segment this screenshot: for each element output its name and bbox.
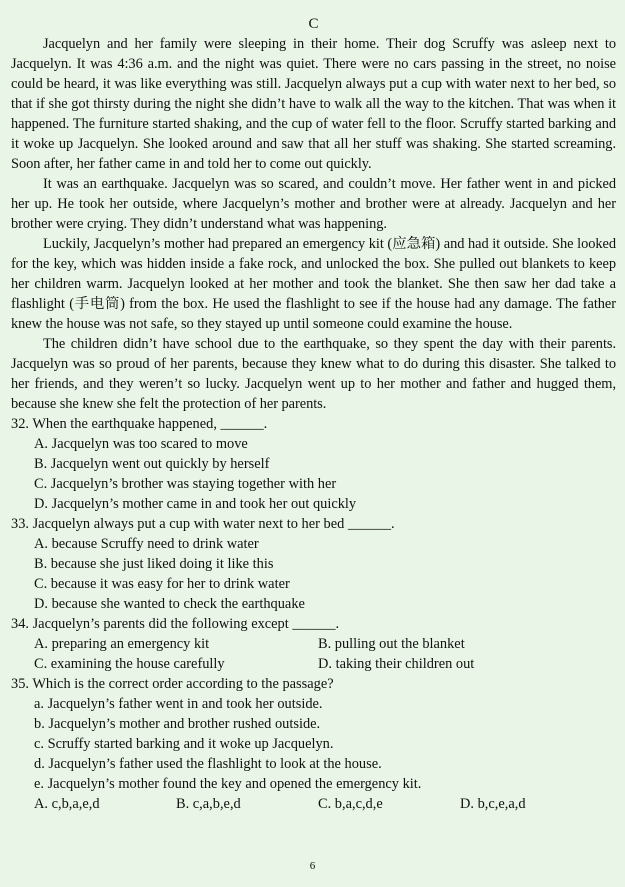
event-d: d. Jacquelyn’s father used the flashlight to look at the house. xyxy=(34,756,382,772)
page-number: 6 xyxy=(309,860,316,872)
option-c: C. because it was easy for her to drink water xyxy=(34,576,290,592)
passage-paragraph-1: Jacquelyn and her family were sleeping in their home. Their dog Scruffy was asleep next to Jacquelyn. It was 4:36 a.m. and the night was quiet. There were no cars passing in the street, no noise could be heard, it was like everything was still. Jacquelyn always put a cup with water next to her bed, so that if she got thirsty during the night she didn’t have to walk all the way to the kitchen. That was when it happened. The furniture started shaking, and the cup of water fell to the floor. Scruffy started barking and it woke up Jacquelyn. She looked around and saw that all her stuff was shaking. She started screaming. Soon after, her father came in and told her to come out quickly. xyxy=(11,36,616,172)
question-35 xyxy=(11,674,616,814)
option-d: D. b,c,e,a,d xyxy=(460,796,526,812)
option-a: A. preparing an emergency kit xyxy=(34,636,210,652)
question-32 xyxy=(11,414,616,514)
event-b: b. Jacquelyn’s mother and brother rushed outside. xyxy=(34,716,321,732)
option-b: B. Jacquelyn went out quickly by herself xyxy=(34,456,270,472)
question-34 xyxy=(11,614,616,674)
option-a: A. Jacquelyn was too scared to move xyxy=(34,436,248,452)
option-b: B. because she just liked doing it like this xyxy=(34,556,274,572)
question-stem: 32. When the earthquake happened, ______. xyxy=(11,416,268,432)
options-row xyxy=(34,794,616,814)
option-c: C. Jacquelyn’s brother was staying together with her xyxy=(34,476,337,492)
question-stem: 35. Which is the correct order according to the passage? xyxy=(11,676,334,692)
options-row-1 xyxy=(34,634,616,654)
option-b: B. pulling out the blanket xyxy=(318,636,465,652)
passage-paragraph-2: It was an earthquake. Jacquelyn was so scared, and couldn’t move. Her father went in and picked her up. He took her outside, where Jacquelyn’s mother and brother were at already. Jacquelyn and her brother were crying. They didn’t understand what was happening. xyxy=(11,176,616,232)
question-stem: 34. Jacquelyn’s parents did the following except ______. xyxy=(11,616,340,632)
event-e: e. Jacquelyn’s mother found the key and opened the emergency kit. xyxy=(34,776,422,792)
passage-paragraph-4: The children didn’t have school due to the earthquake, so they spent the day with their parents. Jacquelyn was so proud of her parents, because they knew what to do during this disaster. She talked to her friends, and they weren’t so lucky. Jacquelyn went up to her mother and father and hugged them, because she knew she felt the protection of her parents. xyxy=(11,336,616,412)
event-c: c. Scruffy started barking and it woke up Jacquelyn. xyxy=(34,736,334,752)
passage-paragraph-3: Luckily, Jacquelyn’s mother had prepared an emergency kit (应急箱) and had it outside. She looked for the key, which was hidden inside a fake rock, and unlocked the box. She pulled out blankets to keep her children warm. Jacquelyn looked at her mother and took the blanket. She then saw her dad take a flashlight (手电筒) from the box. He used the flashlight to see if the house had any damage. The father knew the house was not safe, so they stayed up until someone could examine the house. xyxy=(11,236,616,332)
option-d: D. because she wanted to check the earthquake xyxy=(34,596,305,612)
reading-passage xyxy=(11,34,616,414)
option-a: A. c,b,a,e,d xyxy=(34,796,100,812)
option-c: C. b,a,c,d,e xyxy=(318,796,383,812)
question-33 xyxy=(11,514,616,614)
question-stem: 33. Jacquelyn always put a cup with water next to her bed ______. xyxy=(11,516,395,532)
event-a: a. Jacquelyn’s father went in and took her outside. xyxy=(34,696,323,712)
option-a: A. because Scruffy need to drink water xyxy=(34,536,259,552)
option-b: B. c,a,b,e,d xyxy=(176,796,241,812)
option-c: C. examining the house carefully xyxy=(34,656,225,672)
section-heading: C xyxy=(308,16,319,32)
option-d: D. taking their children out xyxy=(318,656,475,672)
options-row-2 xyxy=(34,654,616,674)
option-d: D. Jacquelyn’s mother came in and took her out quickly xyxy=(34,496,357,512)
